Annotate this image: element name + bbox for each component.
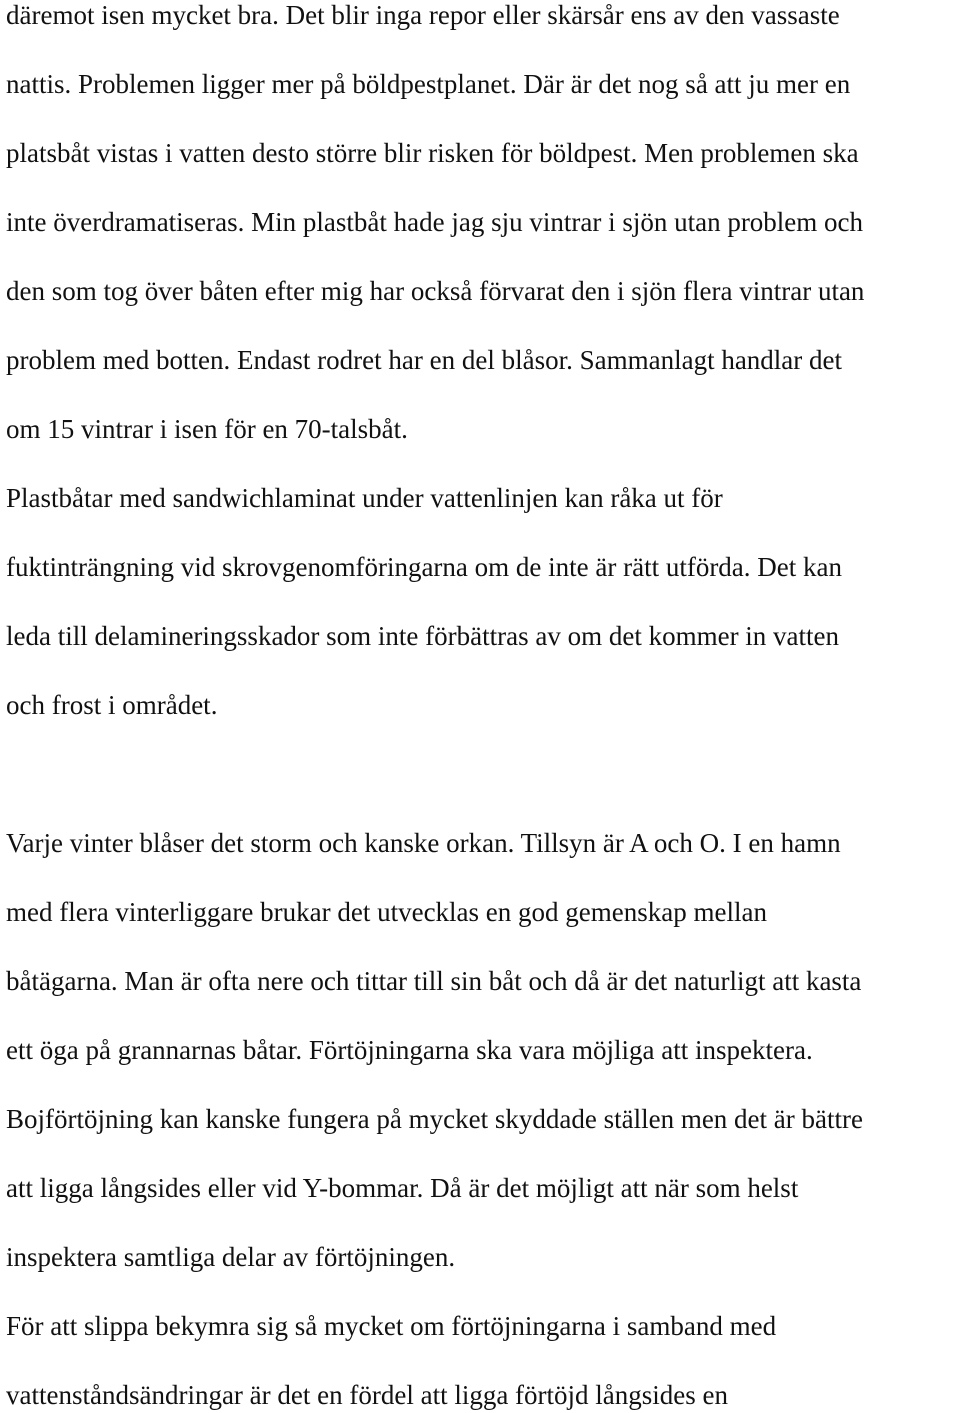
- text-line: Plastbåtar med sandwichlaminat under vattenlinjen kan råka ut för: [6, 483, 723, 513]
- text-line: ett öga på grannarnas båtar. Förtöjningarna ska vara möjliga att inspektera.: [6, 1035, 813, 1065]
- text-line: För att slippa bekymra sig så mycket om förtöjningarna i samband med: [6, 1311, 777, 1341]
- text-line: Varje vinter blåser det storm och kanske orkan. Tillsyn är A och O. I en hamn: [6, 828, 841, 858]
- text-line: fuktinträngning vid skrovgenomföringarna om de inte är rätt utförda. Det kan: [6, 552, 843, 582]
- text-line: inte överdramatiseras. Min plastbåt hade jag sju vintrar i sjön utan problem och: [6, 207, 864, 237]
- text-line: med flera vinterliggare brukar det utvecklas en god gemenskap mellan: [6, 897, 767, 927]
- text-line: nattis. Problemen ligger mer på böldpestplanet. Där är det nog så att ju mer en: [6, 69, 851, 99]
- text-line: däremot isen mycket bra. Det blir inga repor eller skärsår ens av den vassaste: [6, 0, 840, 30]
- text-line: båtägarna. Man är ofta nere och tittar till sin båt och då är det naturligt att kasta: [6, 966, 862, 996]
- text-line: om 15 vintrar i isen för en 70-talsbåt.: [6, 414, 408, 444]
- text-line: inspektera samtliga delar av förtöjningen.: [6, 1242, 456, 1272]
- text-line: den som tog över båten efter mig har också förvarat den i sjön flera vintrar utan: [6, 276, 865, 306]
- text-line: vattenståndsändringar är det en fördel att ligga förtöjd långsides en: [6, 1380, 729, 1410]
- text-line: och frost i området.: [6, 690, 218, 720]
- text-line: att ligga långsides eller vid Y-bommar. Då är det möjligt att när som helst: [6, 1173, 799, 1203]
- text-line: leda till delamineringsskador som inte förbättras av om det kommer in vatten: [6, 621, 840, 651]
- text-line: Bojförtöjning kan kanske fungera på mycket skyddade ställen men det är bättre: [6, 1104, 863, 1134]
- text-line: problem med botten. Endast rodret har en del blåsor. Sammanlagt handlar det: [6, 345, 843, 375]
- text-line: platsbåt vistas i vatten desto större blir risken för böldpest. Men problemen ska: [6, 138, 859, 168]
